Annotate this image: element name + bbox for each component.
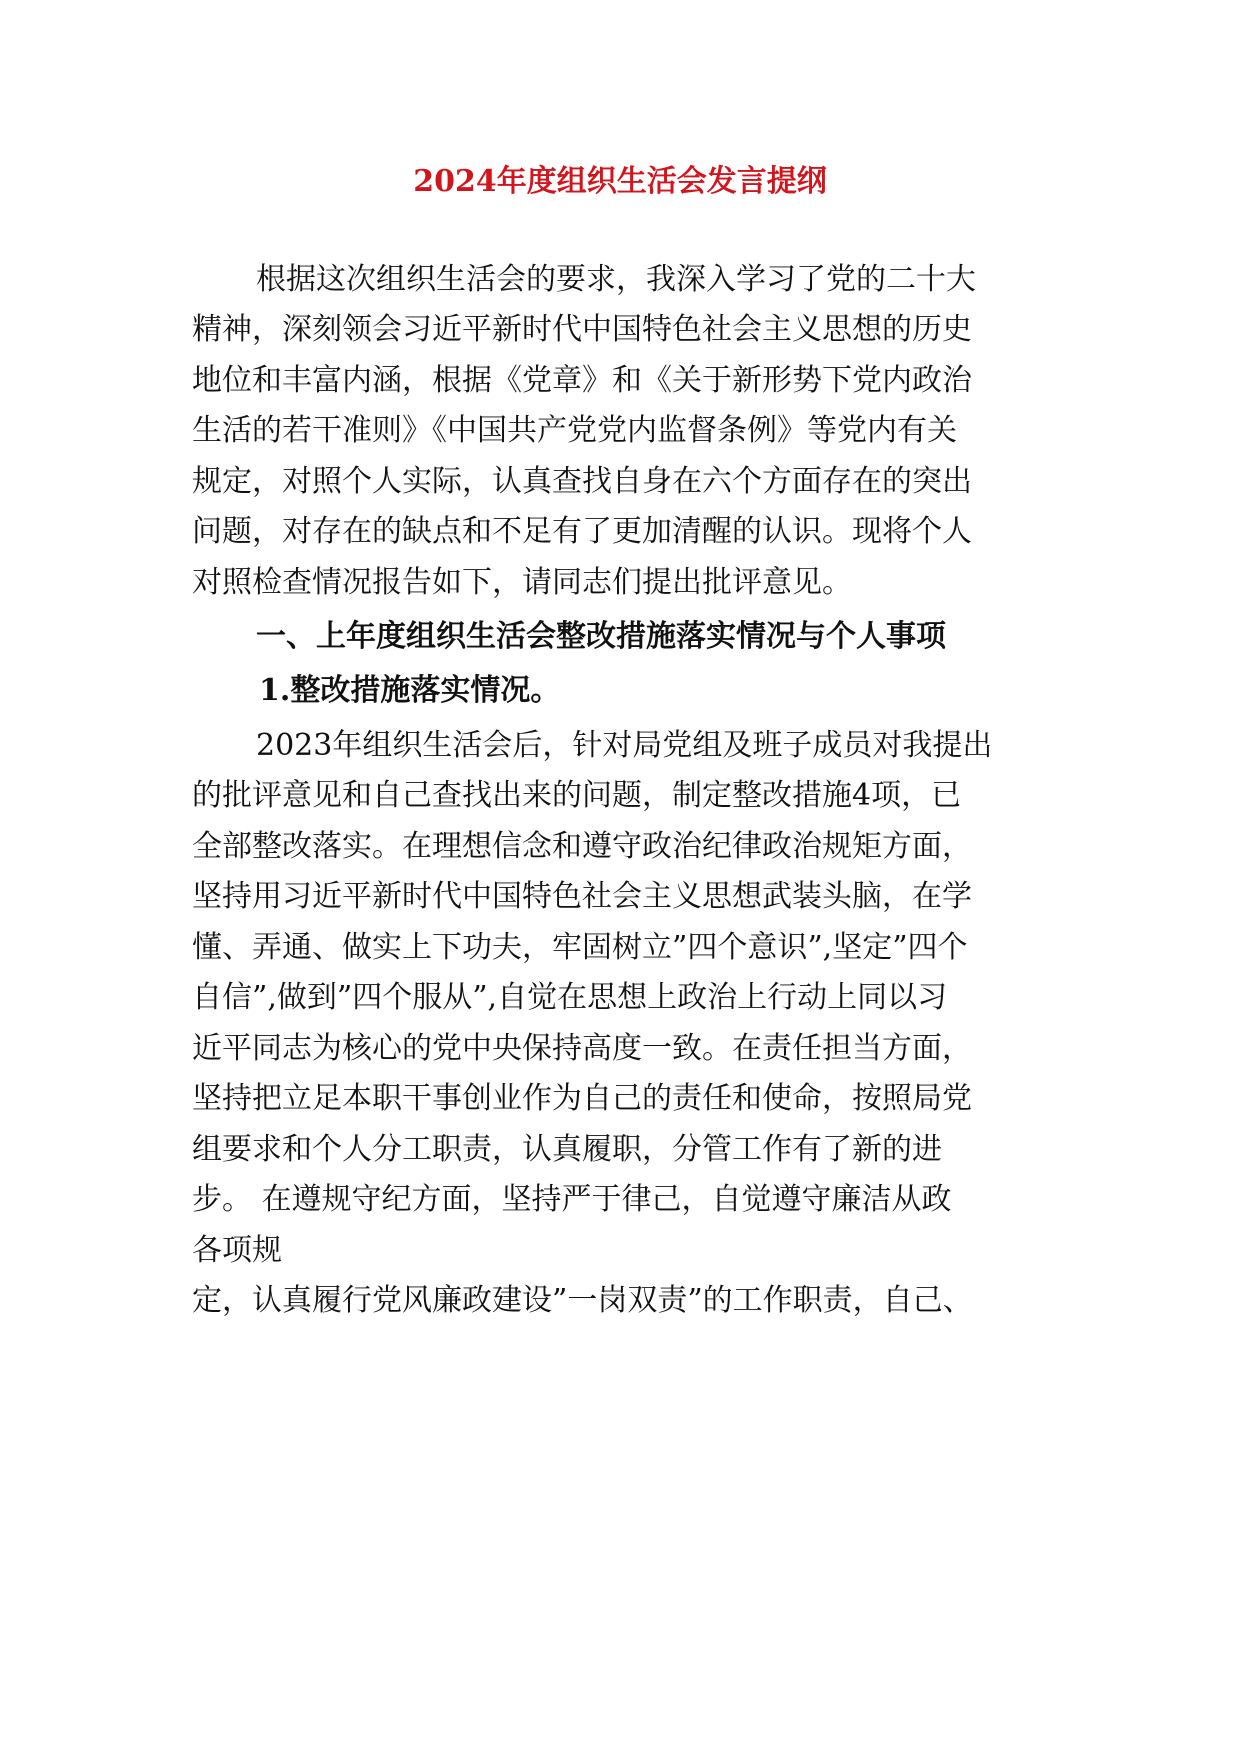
- intro-line: 问题，对存在的缺点和不足有了更加清醒的认识。现将个人: [192, 514, 972, 549]
- body-line: 2023年组织生活会后，针对局党组及班子成员对我提出: [256, 728, 993, 763]
- body-line: 组要求和个人分工职责，认真履职，分管工作有了新的进: [192, 1132, 942, 1167]
- body-line: 步。 在遵规守纪方面，坚持严于律己，自觉遵守廉洁从政: [192, 1182, 952, 1217]
- intro-line: 地位和丰富内涵，根据《党章》和《关于新形势下党内政治: [192, 363, 972, 398]
- intro-line: 对照检查情况报告如下，请同志们提出批评意见。: [192, 565, 852, 600]
- body-line: 定，认真履行党风廉政建设”一岗双责”的工作职责，自己、: [192, 1283, 973, 1318]
- body-line: 坚持用习近平新时代中国特色社会主义思想武装头脑，在学: [192, 879, 972, 914]
- intro-line: 精神，深刻领会习近平新时代中国特色社会主义思想的历史: [192, 312, 972, 347]
- body-line: 的批评意见和自己查找出来的问题，制定整改措施4项，已: [192, 778, 962, 813]
- body-line: 坚持把立足本职干事创业作为自己的责任和使命，按照局党: [192, 1081, 972, 1116]
- intro-line: 根据这次组织生活会的要求，我深入学习了党的二十大: [256, 262, 976, 297]
- body-line: 自信”,做到”四个服从”,自觉在思想上政治上行动上同以习: [192, 980, 948, 1015]
- subsection-heading: 1.整改措施落实情况。: [259, 673, 561, 708]
- body-line: 懂、弄通、做实上下功夫，牢固树立”四个意识”,坚定”四个: [192, 930, 968, 965]
- section-heading: 一、上年度组织生活会整改措施落实情况与个人事项: [256, 619, 946, 654]
- body-line: 全部整改落实。在理想信念和遵守政治纪律政治规矩方面，: [192, 829, 972, 864]
- document-title: 2024年度组织生活会发言提纲: [413, 164, 827, 199]
- intro-line: 生活的若干准则》《中国共产党党内监督条例》等党内有关: [192, 413, 957, 448]
- body-line: 各项规: [192, 1233, 282, 1268]
- intro-line: 规定，对照个人实际，认真查找自身在六个方面存在的突出: [192, 464, 972, 499]
- body-line: 近平同志为核心的党中央保持高度一致。在责任担当方面，: [192, 1031, 972, 1066]
